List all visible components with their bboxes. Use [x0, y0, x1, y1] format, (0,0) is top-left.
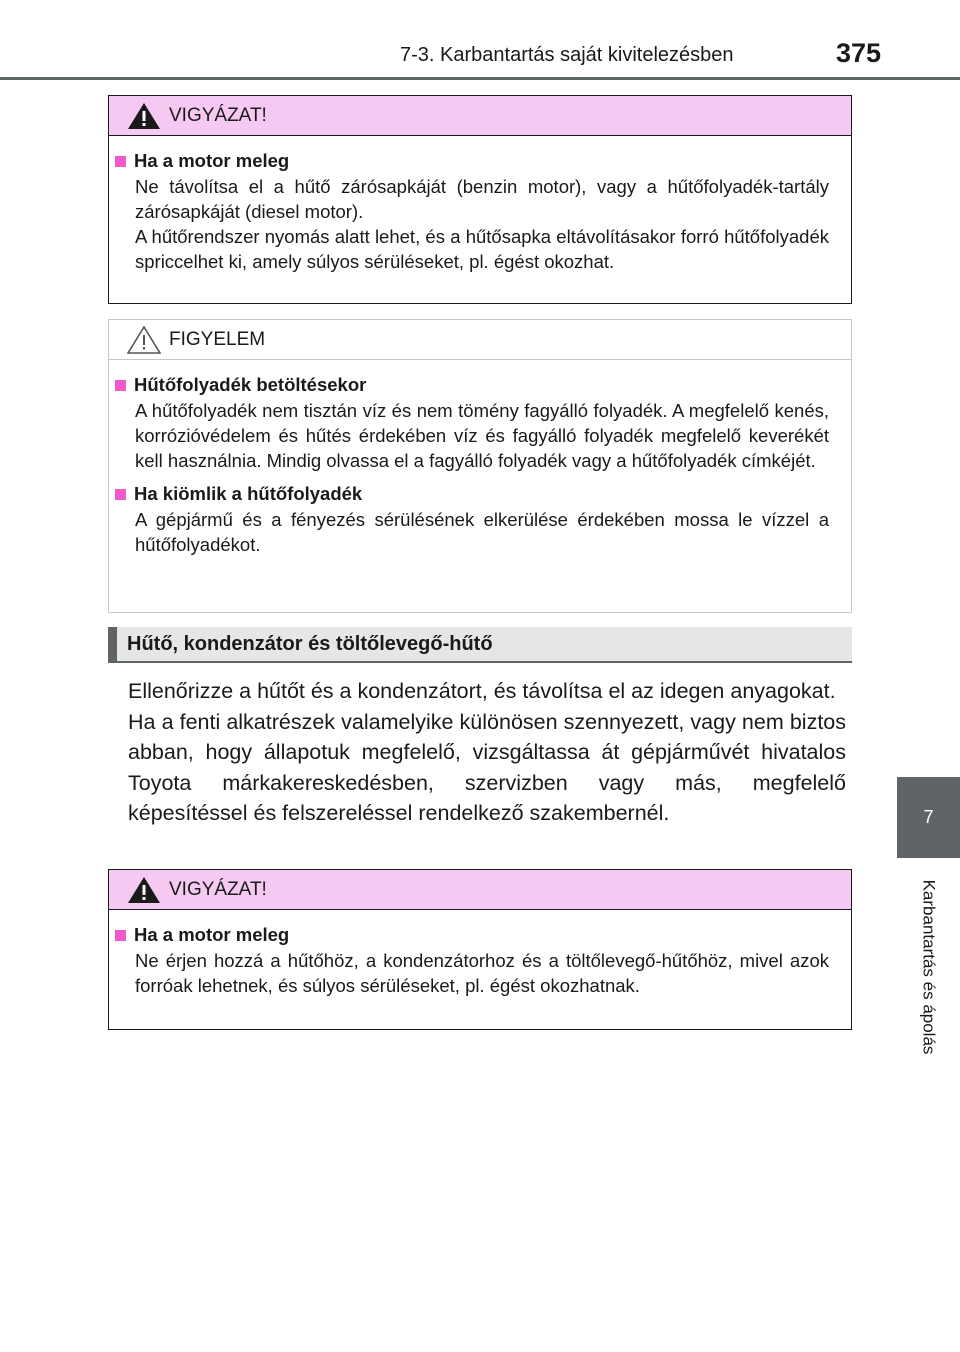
list-item	[115, 372, 829, 473]
list-item	[115, 922, 829, 998]
warning-box-hot-radiator	[108, 869, 852, 1030]
item-title	[115, 148, 829, 174]
item-title-text: Hűtőfolyadék betöltésekor	[134, 374, 367, 395]
paragraph: Ellenőrizze a hűtőt és a kondenzátort, és távolítsa el az idegen anyagokat.	[128, 679, 836, 703]
warning-triangle-filled-icon	[127, 101, 161, 131]
warning-box-header	[109, 870, 851, 910]
warning-triangle-outline-icon	[127, 325, 161, 355]
bullet-square-icon	[115, 156, 126, 167]
notice-box-coolant	[108, 319, 852, 613]
chapter-side-label	[897, 862, 960, 1072]
list-item	[115, 481, 829, 557]
item-text: Ne érjen hozzá a hűtőhöz, a kondenzátorhoz és a töltőlevegő-hűtőhöz, mivel azok forróak lehetnek, és súlyos sérüléseket, pl. égést okozhatnak.	[135, 950, 829, 996]
section-header: 7-3. Karbantartás saját kivitelezésben	[400, 44, 734, 66]
warning-heading: VIGYÁZAT!	[169, 878, 267, 900]
warning-triangle-filled-icon	[127, 875, 161, 905]
section-paragraphs	[128, 676, 846, 829]
bullet-square-icon	[115, 489, 126, 500]
notice-heading: FIGYELEM	[169, 328, 266, 350]
item-title-text: Ha kiömlik a hűtőfolyadék	[134, 483, 363, 504]
chapter-label: Karbantartás és ápolás	[919, 879, 939, 1055]
item-title-text: Ha a motor meleg	[134, 924, 290, 945]
warning-box-body	[109, 136, 851, 300]
bullet-square-icon	[115, 380, 126, 391]
warning-box-hot-engine-cap	[108, 95, 852, 304]
item-title	[115, 372, 829, 398]
section-title: Hűtő, kondenzátor és töltőlevegő-hűtő	[108, 627, 852, 663]
list-item	[115, 148, 829, 274]
header-rule	[0, 77, 960, 80]
item-text: A gépjármű és a fényezés sérülésének elkerülése érdekében mossa le vízzel a hűtőfolyadékot.	[135, 509, 829, 555]
page-number: 375	[836, 38, 882, 68]
chapter-number: 7	[923, 807, 934, 827]
bullet-square-icon	[115, 930, 126, 941]
warning-heading: VIGYÁZAT!	[169, 104, 267, 126]
item-text: A hűtőrendszer nyomás alatt lehet, és a hűtősapka eltávolításakor forró hűtőfolyadék spriccelhet ki, amely súlyos sérüléseket, pl. égést okozhat.	[135, 226, 829, 272]
item-title-text: Ha a motor meleg	[134, 150, 290, 171]
warning-box-body	[109, 910, 851, 1024]
notice-box-header	[109, 320, 851, 360]
warning-box-header	[109, 96, 851, 136]
notice-box-body	[109, 360, 851, 583]
item-title	[115, 481, 829, 507]
item-title	[115, 922, 829, 948]
paragraph: Ha a fenti alkatrészek valamelyike különösen szennyezett, vagy nem biztos abban, hogy állapotuk megfelelő, vizsgáltassa át gépjárművét hivatalos Toyota márkakereskedésben, szervizben vagy más, megfelelő képesítéssel és felszereléssel rendelkező szakembernél.	[128, 709, 846, 825]
chapter-tab	[897, 777, 960, 858]
item-text: A hűtőfolyadék nem tisztán víz és nem tömény fagyálló folyadék. A megfelelő kenés, korrózióvédelem és hűtés érdekében víz és fagyálló folyadék megfelelő keverékét kell használnia. Mindig olvassa el a fagyálló folyadék vagy a hűtőfolyadék címkéjét.	[135, 400, 829, 471]
item-text: Ne távolítsa el a hűtő zárósapkáját (benzin motor), vagy a hűtőfolyadék-tartály zárósapkáját (diesel motor).	[135, 176, 829, 222]
